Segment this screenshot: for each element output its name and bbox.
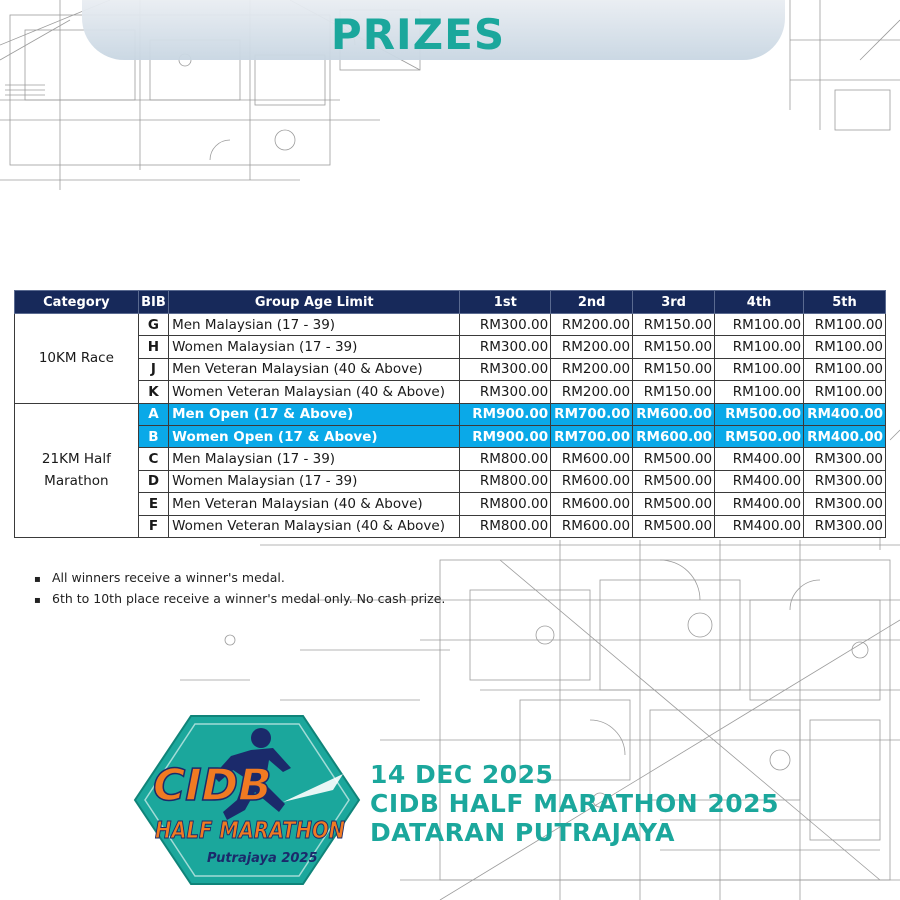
group-cell: Men Veteran Malaysian (40 & Above): [169, 358, 460, 380]
prize-2nd-cell: RM200.00: [551, 358, 633, 380]
bib-cell: E: [138, 493, 168, 515]
header-bib: BIB: [138, 291, 168, 314]
prize-2nd-cell: RM600.00: [551, 515, 633, 537]
group-cell: Women Veteran Malaysian (40 & Above): [169, 515, 460, 537]
note-item: ▪ 6th to 10th place receive a winner's medal only. No cash prize.: [34, 591, 446, 606]
header-category: Category: [15, 291, 139, 314]
logo-putrajaya: Putrajaya 2025: [207, 851, 318, 866]
prize-5th-cell: RM100.00: [804, 336, 886, 358]
bib-cell: K: [138, 381, 168, 403]
prize-1st-cell: RM300.00: [460, 336, 551, 358]
bib-cell: F: [138, 515, 168, 537]
prize-5th-cell: RM300.00: [804, 448, 886, 470]
bib-cell: A: [138, 403, 168, 425]
bib-cell: G: [138, 314, 168, 336]
table-row: [15, 336, 886, 358]
bib-cell: J: [138, 358, 168, 380]
prize-2nd-cell: RM700.00: [551, 403, 633, 425]
event-venue: DATARAN PUTRAJAYA: [370, 818, 675, 847]
bib-cell: C: [138, 448, 168, 470]
prize-5th-cell: RM300.00: [804, 515, 886, 537]
prize-1st-cell: RM300.00: [460, 314, 551, 336]
event-name: CIDB HALF MARATHON 2025: [370, 789, 779, 818]
table-row: [15, 358, 886, 380]
table-row: [15, 425, 886, 447]
category-cell: 21KM Half Marathon: [15, 403, 139, 537]
prize-2nd-cell: RM700.00: [551, 425, 633, 447]
prize-3rd-cell: RM500.00: [633, 493, 715, 515]
prize-1st-cell: RM300.00: [460, 358, 551, 380]
event-info: [370, 760, 779, 847]
bib-cell: B: [138, 425, 168, 447]
table-row: [15, 448, 886, 470]
header-4th: 4th: [715, 291, 804, 314]
table-row: [15, 515, 886, 537]
prize-3rd-cell: RM150.00: [633, 381, 715, 403]
prize-3rd-cell: RM150.00: [633, 358, 715, 380]
bib-cell: D: [138, 470, 168, 492]
prize-1st-cell: RM800.00: [460, 493, 551, 515]
header-3rd: 3rd: [633, 291, 715, 314]
group-cell: Men Open (17 & Above): [169, 403, 460, 425]
table-row: [15, 493, 886, 515]
header-5th: 5th: [804, 291, 886, 314]
bib-cell: H: [138, 336, 168, 358]
prize-2nd-cell: RM200.00: [551, 314, 633, 336]
prize-1st-cell: RM800.00: [460, 448, 551, 470]
prize-5th-cell: RM100.00: [804, 358, 886, 380]
group-cell: Men Veteran Malaysian (40 & Above): [169, 493, 460, 515]
page-title: PRIZES: [330, 10, 506, 59]
prize-1st-cell: RM300.00: [460, 381, 551, 403]
prize-4th-cell: RM100.00: [715, 314, 804, 336]
table-row: [15, 470, 886, 492]
prize-5th-cell: RM100.00: [804, 314, 886, 336]
notes-list: [34, 568, 445, 610]
group-cell: Women Veteran Malaysian (40 & Above): [169, 381, 460, 403]
prize-5th-cell: RM300.00: [804, 493, 886, 515]
prize-3rd-cell: RM150.00: [633, 336, 715, 358]
logo-half-marathon: HALF MARATHON: [155, 818, 345, 844]
prize-5th-cell: RM400.00: [804, 425, 886, 447]
prize-4th-cell: RM100.00: [715, 336, 804, 358]
prize-2nd-cell: RM200.00: [551, 336, 633, 358]
table-row: [15, 381, 886, 403]
group-cell: Women Open (17 & Above): [169, 425, 460, 447]
table-row: [15, 403, 886, 425]
prize-3rd-cell: RM600.00: [633, 425, 715, 447]
logo-cidb: CIDB: [153, 760, 272, 811]
prize-3rd-cell: RM500.00: [633, 448, 715, 470]
prize-5th-cell: RM300.00: [804, 470, 886, 492]
prize-4th-cell: RM100.00: [715, 381, 804, 403]
prize-1st-cell: RM900.00: [460, 403, 551, 425]
category-cell: 10KM Race: [15, 314, 139, 404]
prize-1st-cell: RM800.00: [460, 515, 551, 537]
prize-3rd-cell: RM150.00: [633, 314, 715, 336]
group-cell: Men Malaysian (17 - 39): [169, 448, 460, 470]
header-group-age-limit: Group Age Limit: [169, 291, 460, 314]
event-date: 14 DEC 2025: [370, 760, 554, 789]
prize-4th-cell: RM400.00: [715, 470, 804, 492]
prize-4th-cell: RM400.00: [715, 493, 804, 515]
prize-4th-cell: RM400.00: [715, 515, 804, 537]
header-2nd: 2nd: [551, 291, 633, 314]
event-logo: [133, 712, 361, 887]
prize-2nd-cell: RM200.00: [551, 381, 633, 403]
table-header-row: [15, 291, 886, 314]
group-cell: Women Malaysian (17 - 39): [169, 336, 460, 358]
prize-2nd-cell: RM600.00: [551, 470, 633, 492]
prize-1st-cell: RM800.00: [460, 470, 551, 492]
group-cell: Women Malaysian (17 - 39): [169, 470, 460, 492]
note-item: ▪ All winners receive a winner's medal.: [34, 570, 285, 585]
prize-4th-cell: RM100.00: [715, 358, 804, 380]
prize-2nd-cell: RM600.00: [551, 493, 633, 515]
prize-table: [14, 290, 886, 538]
group-cell: Men Malaysian (17 - 39): [169, 314, 460, 336]
prize-3rd-cell: RM600.00: [633, 403, 715, 425]
prize-5th-cell: RM400.00: [804, 403, 886, 425]
prize-2nd-cell: RM600.00: [551, 448, 633, 470]
prize-4th-cell: RM500.00: [715, 425, 804, 447]
prize-5th-cell: RM100.00: [804, 381, 886, 403]
prize-3rd-cell: RM500.00: [633, 515, 715, 537]
table-row: [15, 314, 886, 336]
header-1st: 1st: [460, 291, 551, 314]
prize-4th-cell: RM400.00: [715, 448, 804, 470]
prize-1st-cell: RM900.00: [460, 425, 551, 447]
table-body: [15, 314, 886, 538]
prize-3rd-cell: RM500.00: [633, 470, 715, 492]
prize-4th-cell: RM500.00: [715, 403, 804, 425]
